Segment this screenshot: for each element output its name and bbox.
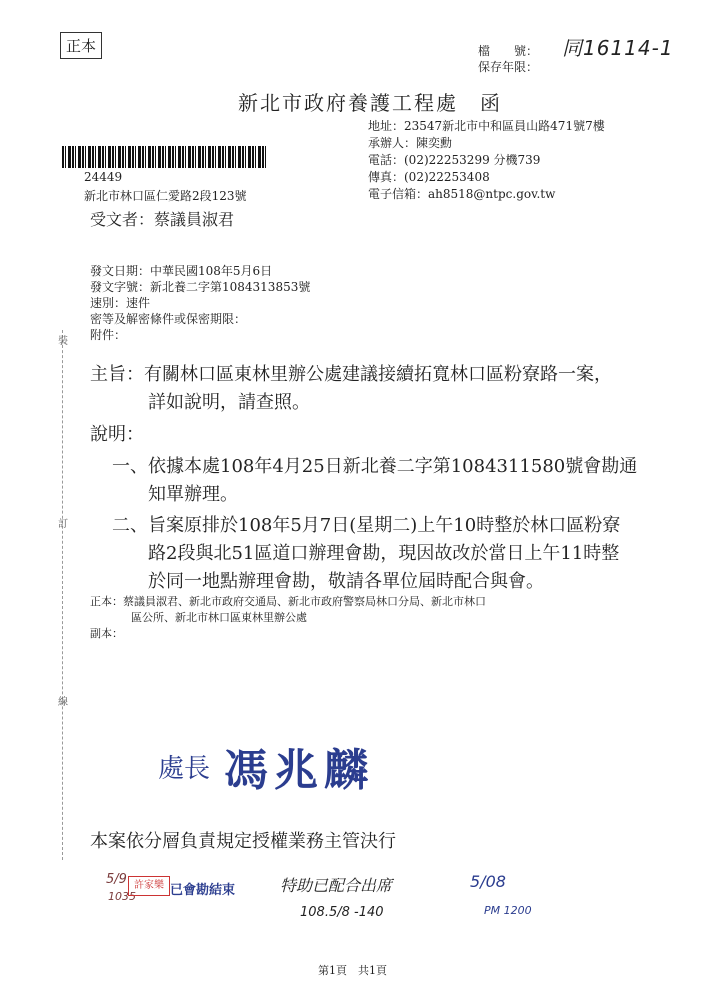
authorization-note: 本案依分層負責規定授權業務主管決行 [90,831,396,852]
copy-label: 副本： [90,627,123,640]
item-1-line-2: 知單辦理。 [148,484,238,505]
approval-stamp: 許家樂 [128,876,170,896]
item-2-line-2: 路2段與北51區道口辦理會勘，現因故改於當日上午11時整 [148,543,620,564]
cc-line-1: 正本：蔡議員淑君、新北市政府交通局、新北市政府警察局林口分局、新北市林口 [90,595,486,608]
sender-fax: 傳真：(02)22253408 [368,170,490,184]
speed-class: 速別：速件 [90,296,151,310]
annotation-middle-note: 特助已配合出席 [280,876,393,895]
explanation-label: 說明： [90,424,144,445]
binding-mark-1: 裝 [58,336,68,347]
file-number-label: 檔 號： [478,44,539,58]
page-footer: 第1頁 共1頁 [318,964,387,977]
director-title: 處長 [158,754,211,784]
binding-line [62,330,65,860]
issue-date: 發文日期：中華民國108年5月6日 [90,264,273,278]
annotation-right-time: PM 1200 [484,904,532,917]
original-copy-tag: 正本 [60,32,102,59]
document-title: 新北市政府養護工程處 函 [238,91,502,115]
cc-line-2: 區公所、新北市林口區東林里辦公處 [131,611,307,624]
subject-line-1: 主旨：有關林口區東林里辦公處建議接續拓寬林口區粉寮路一案， [90,364,612,385]
subject-line-2: 詳如說明，請查照。 [148,392,310,413]
item-1-line-1: 一、依據本處108年4月25日新北養二字第1084311580號會勘通 [112,456,638,477]
sender-email: 電子信箱：ah8518@ntpc.gov.tw [368,187,556,201]
retention-label: 保存年限： [478,60,539,74]
sender-handler: 承辦人：陳奕勳 [368,136,453,150]
recipient-postcode: 24449 [84,170,123,184]
binding-mark-2: 訂 [58,519,68,530]
annotation-right-date: 5/08 [470,872,506,891]
recipient-address: 新北市林口區仁愛路2段123號 [84,189,247,203]
secrecy-level: 密等及解密條件或保密期限： [90,312,247,326]
barcode [62,146,267,168]
annotation-left-date: 5/9 [106,872,127,887]
director-signature: 馮兆麟 [224,745,374,796]
item-2-line-1: 二、旨案原排於108年5月7日(星期二)上午10時整於林口區粉寮 [112,515,621,536]
annotation-left-number: 1035 [108,890,136,903]
recipient-name: 受文者：蔡議員淑君 [90,210,235,229]
meeting-done-stamp: 已會勘結束 [170,883,236,898]
item-2-line-3: 於同一地點辦理會勘，敬請各單位屆時配合與會。 [148,571,544,592]
issue-number: 發文字號：新北養二字第1084313853號 [90,280,311,294]
sender-phone: 電話：(02)22253299 分機739 [368,153,541,167]
handwritten-file-number: 同16114-1 [562,36,674,60]
attachment: 附件： [90,328,127,342]
annotation-middle-date: 108.5/8 -140 [300,905,384,920]
binding-mark-3: 線 [58,697,68,708]
sender-address: 地址：23547新北市中和區員山路471號7樓 [368,119,605,133]
